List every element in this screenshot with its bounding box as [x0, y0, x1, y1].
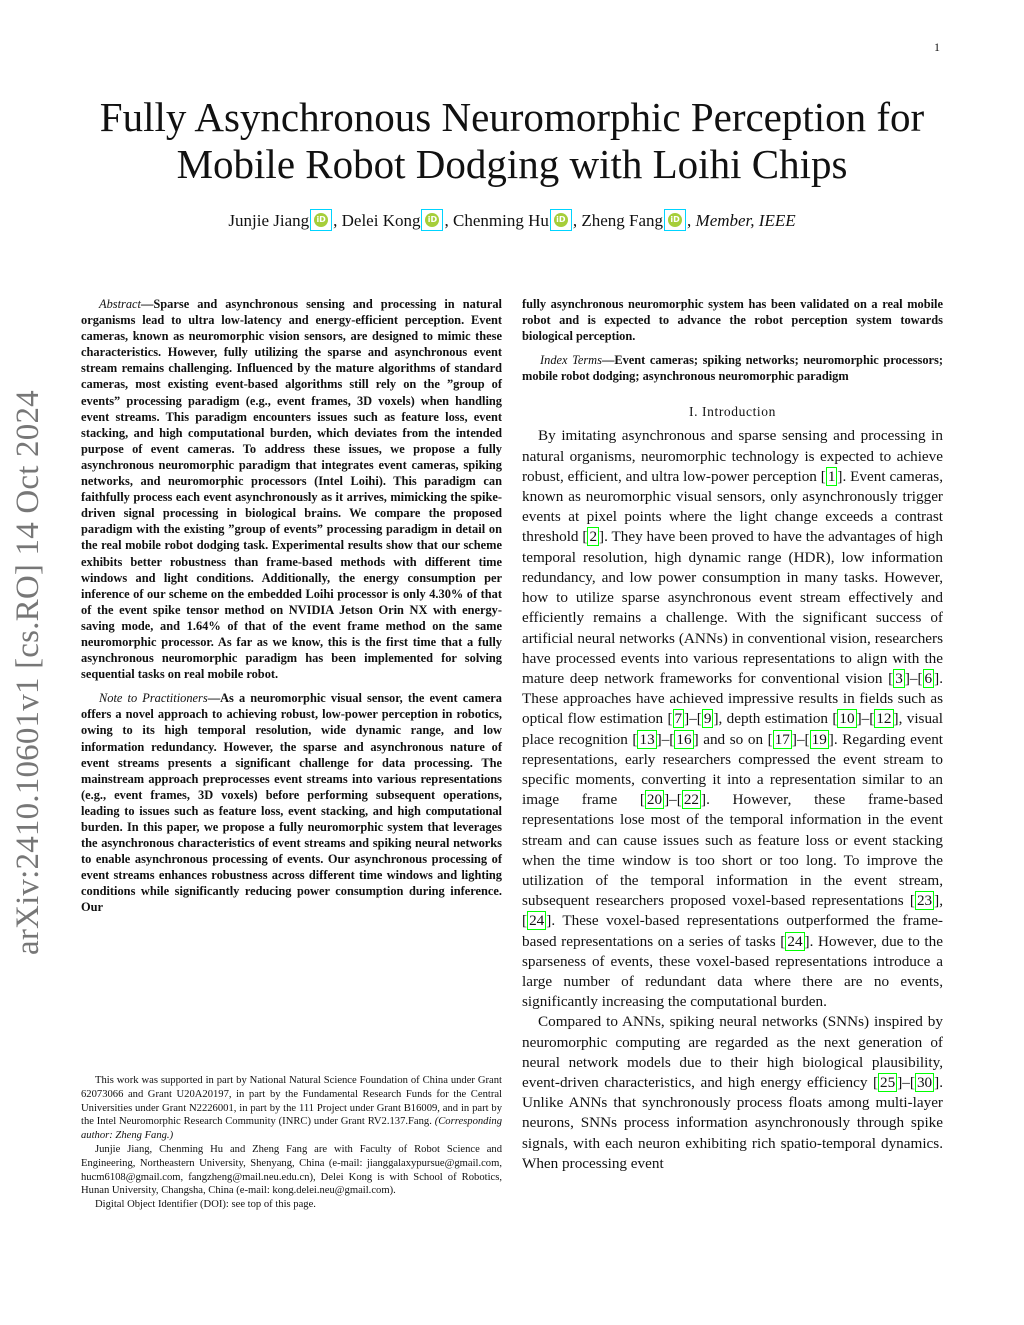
section-heading: I. Introduction [689, 404, 776, 420]
arxiv-identifier: arXiv:2410.10601v1 [cs.RO] 14 Oct 2024 [10, 390, 46, 955]
citation-link[interactable]: 17 [774, 730, 790, 748]
citation-link[interactable]: 9 [703, 710, 712, 728]
citation-link[interactable]: 10 [839, 710, 855, 728]
corresponding-author: (Corresponding author: Zheng Fang.) [81, 1116, 502, 1142]
note-label: Note to Practitioners [99, 691, 208, 706]
author-name: Junjie Jiang [228, 211, 310, 230]
citation-link[interactable]: 2 [589, 528, 598, 546]
citation-link[interactable]: 3 [895, 669, 903, 687]
note-to-practitioners [81, 690, 502, 915]
index-terms [522, 352, 943, 384]
citation-link[interactable]: 6 [924, 669, 933, 687]
citation-link[interactable]: 30 [916, 1073, 933, 1091]
citation-link[interactable]: 19 [811, 730, 827, 748]
note-continuation: fully asynchronous neuromorphic system has been validated on a real mobile robot and is expected to advance the robot perception system towards biological perception. [522, 297, 943, 344]
title-line-1: Fully Asynchronous Neuromorphic Perception for [99, 94, 925, 140]
citation-link[interactable]: 12 [876, 710, 892, 728]
citation-link[interactable]: 1 [827, 467, 836, 485]
citation-link[interactable]: 7 [674, 710, 683, 728]
orcid-icon[interactable]: iD [664, 209, 686, 231]
page-number: 1 [934, 40, 940, 54]
affiliation-footnote: Junjie Jiang, Chenming Hu and Zheng Fang are with Faculty of Robot Science and Engineering, Northeastern University, Shenyang, China (e-mail: jianggalaxypursue@gmail.com, hucm6108@gmail.com, fangzheng@mail.neu.edu.cn), Delei Kong is with School of Robotics, Hunan University, Changsha, China (e-mail: kong.delei.neu@gmail.com). [81, 1143, 502, 1197]
author-name: , Delei Kong [333, 211, 421, 230]
citation-link[interactable]: 24 [787, 932, 803, 950]
intro-paragraph-2: Compared to ANNs, spiking neural networks (SNNs) inspired by neuromorphic computing are regarded as the next generation of neural network models due to their high biological plausibility, event-driven characteristics, and high energy efficiency [ 25 ]–[ 30 ]. Unlike ANNs that synchronously process floats among multi-layer neurons, SNNs process information asynchronously through spike signals, with each neuron exhibiting rich spatio-temporal dynamics. When processing event [522, 1013, 943, 1172]
title-line-2: Mobile Robot Dodging with Loihi Chips [176, 141, 848, 187]
note-text: —As a neuromorphic visual sensor, the event camera offers a novel approach to achieving robust, low-power perception in robotics, owing to its high temporal resolution, wide dynamic range, and low information redundancy. However, the sparse and asynchronous nature of event streams presents a significant challenge for data processing. The mainstream approach preprocesses event streams into various representations (e.g., event frames, 3D voxels) before performing subsequent operations, leading to issues such as feature loss, event stacking, and high computational burden. In this paper, we propose a fully neuromorphic system that leverages the asynchronous characteristics of event streams and spiking neural networks to enable asynchronous processing of events. Our asynchronous processing of event streams enhances robustness across different time windows and lighting conditions while significantly reducing power consumption during inference. Our [81, 691, 503, 915]
author-separator: , [687, 211, 696, 230]
author-name: , Zheng Fang [572, 211, 664, 230]
orcid-icon[interactable]: iD [550, 209, 572, 231]
author-name: , Chenming Hu [444, 211, 549, 230]
abstract [81, 296, 502, 682]
citation-link[interactable]: 25 [880, 1073, 896, 1091]
abstract-label: Abstract [99, 297, 141, 311]
author-membership: Member, IEEE [695, 211, 796, 230]
citation-link[interactable]: 22 [683, 791, 700, 809]
index-terms-text: —Event cameras; spiking networks; neuromorphic processors; mobile robot dodging; asynchronous neuromorphic paradigm [522, 353, 943, 384]
citation-link[interactable]: 13 [639, 730, 655, 748]
citation-link[interactable]: 16 [676, 730, 692, 748]
orcid-icon[interactable]: iD [310, 209, 332, 231]
funding-footnote: This work was supported in part by National Natural Science Foundation of China under Grant 62073066 and Grant U20A20197, in part by the Fundamental Research Funds for the Central Universities under Grant N2226001, in part by the 111 Project under Grant B16009, and in part by the Intel Neuromorphic Research Community (INRC) under Grant RV2.137.Fang. (Corresponding author: Zheng Fang.) [81, 1075, 502, 1142]
abstract-text: —Sparse and asynchronous sensing and processing in natural organisms lead to ultra low-latency and energy-efficient perception. Event cameras, known as neuromorphic vision sensors, are designed to mimic these characteristics. However, fully utilizing the sparse and asynchronous event stream remains challenging. Influenced by the mature algorithms of standard cameras, most existing event-based algorithms still rely on the ”group of events” processing paradigm (e.g., event frames, 3D voxels) when handling event streams. This paradigm encounters issues such as feature loss, event stacking, and high computational burden, which deviates from the intended purpose of event cameras. To address these issues, we propose a fully asynchronous neuromorphic paradigm that integrates event cameras, spiking networks, and neuromorphic processors (Intel Loihi). This paradigm can faithfully process each event asynchronously as it arrives, mimicking the spike-driven signal processing in biological brains. We compare the proposed paradigm with the existing ”group of events” processing paradigm in detail on the real mobile robot dodging task. Experimental results show that our scheme exhibits better robustness than frame-based methods with different time windows and light conditions. Additionally, the energy consumption per inference of our scheme on the embedded Loihi processor is only 4.30% of that of the event spike tensor method on NVIDIA Jetson Orin NX with energy-saving mode, and 1.64% of that of the event frame method on the same neuromorphic processor. As far as we know, this is the first time that a fully asynchronous neuromorphic paradigm has been implemented for solving sequential tasks on real mobile robot. [81, 297, 502, 682]
index-terms-label: Index Terms [540, 353, 602, 368]
right-column [522, 296, 943, 1174]
citation-link[interactable]: 23 [916, 892, 933, 910]
intro-paragraph-1: By imitating asynchronous and sparse sensing and processing in natural organisms, neuromorphic technology is expected to achieve robust, efficient, and ultra low-power perception [ 1 ]. Event cameras, known as neuromorphic visual sensors, only asynchronously trigger events at pixel points where the light change exceeds a contrast threshold [ 2 ]. They have been proved to have the advantages of high temporal resolution, high dynamic range (HDR), low information redundancy, and low power consumption in many tasks. However, how to utilize sparse asynchronous event stream effectively and efficiently remains a challenge. With the significant success of artificial neural networks (ANNs) in conventional vision, researchers have processed events into various representations to align with the mature deep network frameworks for conventional vision [ 3 ]–[ 6 ]. These approaches have achieved impressive results in fields such as optical flow estimation [ 7 ]–[ 9 ], depth estimation [ 10 ]–[ 12 ], visual place recognition [ 13 ]–[ 16 ] and so on [ 17 ]–[ 19 ]. Regarding event representations, early researchers compressed the event stream to specific moments, converting it into a representation similar to an image frame [ 20 ]–[ 22 ]. However, these frame-based representations lose most of the temporal information in the event stream and can cause issues such as feature loss or event stacking when the time window is too short or too long. To improve the utilization of the temporal information in the event stream, subsequent researchers proposed voxel-based representations [ 23 ], [ 24 ]. These voxel-based representations outperformed the frame-based representations on a series of tasks [ 24 ]. However, due to the sparseness of events, these voxel-based representations introduce a large number of redundant data where there are no events, significantly increasing the computational burden. [522, 427, 944, 1011]
citation-link[interactable]: 24 [529, 912, 545, 930]
footnotes [81, 1074, 502, 1212]
orcid-icon[interactable]: iD [421, 209, 443, 231]
left-column [81, 296, 502, 924]
doi-footnote: Digital Object Identifier (DOI): see top of this page. [95, 1199, 316, 1211]
paper-title [60, 94, 964, 188]
citation-link[interactable]: 20 [646, 791, 663, 809]
author-list [60, 207, 964, 235]
